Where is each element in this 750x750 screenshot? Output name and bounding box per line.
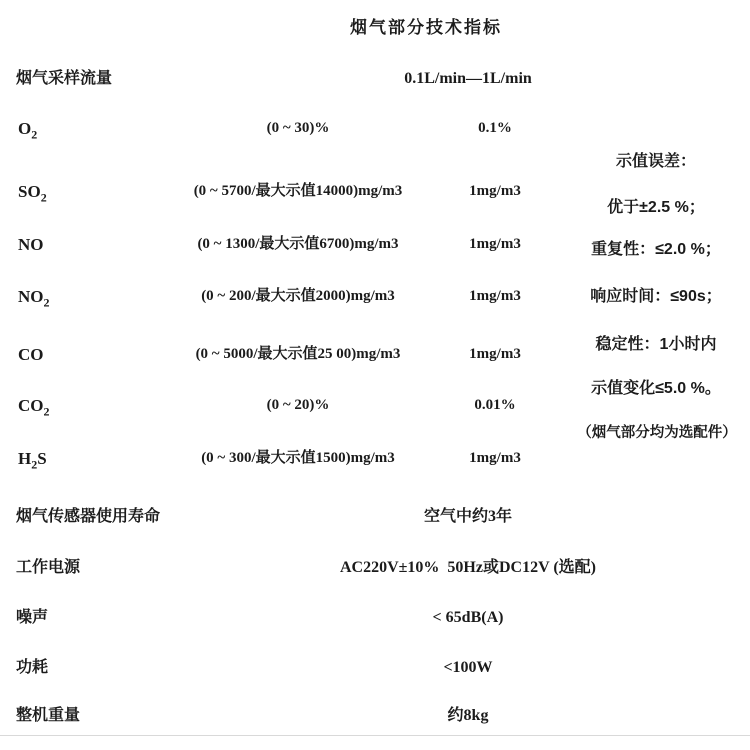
gas-label: NO (18, 235, 44, 254)
gas-label: $H_2S$ (18, 449, 47, 472)
spec-value-noise: < 65dB(A) (432, 609, 504, 626)
spec-label-sampling-flow: 烟气采样流量 (16, 70, 113, 87)
gas-range: (0 ~ 30)% (266, 120, 330, 136)
gas-resolution: 1mg/m3 (469, 183, 521, 199)
gas-label: $CO_2$ (18, 396, 50, 419)
spec-value-sampling-flow: 0.1L/min—1L/min (404, 70, 532, 87)
spec-value-sensor-life: 空气中约3年 (423, 508, 513, 525)
accuracy-line: 优于±2.5 %； (607, 199, 705, 216)
accuracy-note: （烟气部分均为选配件） (577, 425, 737, 441)
gas-label: $SO_2$ (18, 182, 47, 205)
gas-range: (0 ~ 5700/最大示值14000)mg/m3 (193, 183, 403, 199)
spec-value-total-weight: 约8kg (447, 707, 489, 724)
spec-label-noise: 噪声 (16, 609, 49, 626)
gas-label: CO (18, 345, 44, 364)
accuracy-line: 响应时间：≤90s； (590, 288, 722, 305)
gas-range: (0 ~ 5000/最大示值25 00)mg/m3 (195, 346, 401, 362)
gas-resolution: 1mg/m3 (469, 450, 521, 466)
gas-resolution: 1mg/m3 (469, 346, 521, 362)
accuracy-line: 稳定性：1小时内 (595, 336, 717, 353)
gas-range: (0 ~ 20)% (266, 397, 330, 413)
bottom-divider (0, 735, 750, 736)
spec-label-sensor-life: 烟气传感器使用寿命 (16, 508, 161, 525)
gas-range: (0 ~ 200/最大示值2000)mg/m3 (201, 288, 395, 304)
spec-label-total-weight: 整机重量 (16, 707, 81, 724)
accuracy-line: 示值变化≤5.0 %。 (591, 380, 721, 397)
gas-label: $NO_2$ (18, 287, 50, 310)
gas-resolution: 0.1% (478, 120, 512, 136)
accuracy-line: 示值误差： (615, 153, 697, 170)
gas-range: (0 ~ 300/最大示值1500)mg/m3 (201, 450, 395, 466)
gas-resolution: 1mg/m3 (469, 288, 521, 304)
accuracy-line: 重复性：≤2.0 %； (591, 241, 721, 258)
spec-value-power-supply: AC220V±10% 50Hz或DC12V (选配) (339, 559, 597, 576)
gas-resolution: 0.01% (474, 397, 516, 413)
gas-label: $O_2$ (18, 119, 38, 142)
spec-value-power-consumption: <100W (443, 659, 493, 676)
gas-resolution: 1mg/m3 (469, 236, 521, 252)
page-title: 烟气部分技术指标 (350, 18, 502, 37)
spec-label-power-supply: 工作电源 (16, 559, 81, 576)
spec-label-power-consumption: 功耗 (16, 659, 49, 676)
gas-range: (0 ~ 1300/最大示值6700)mg/m3 (197, 236, 399, 252)
